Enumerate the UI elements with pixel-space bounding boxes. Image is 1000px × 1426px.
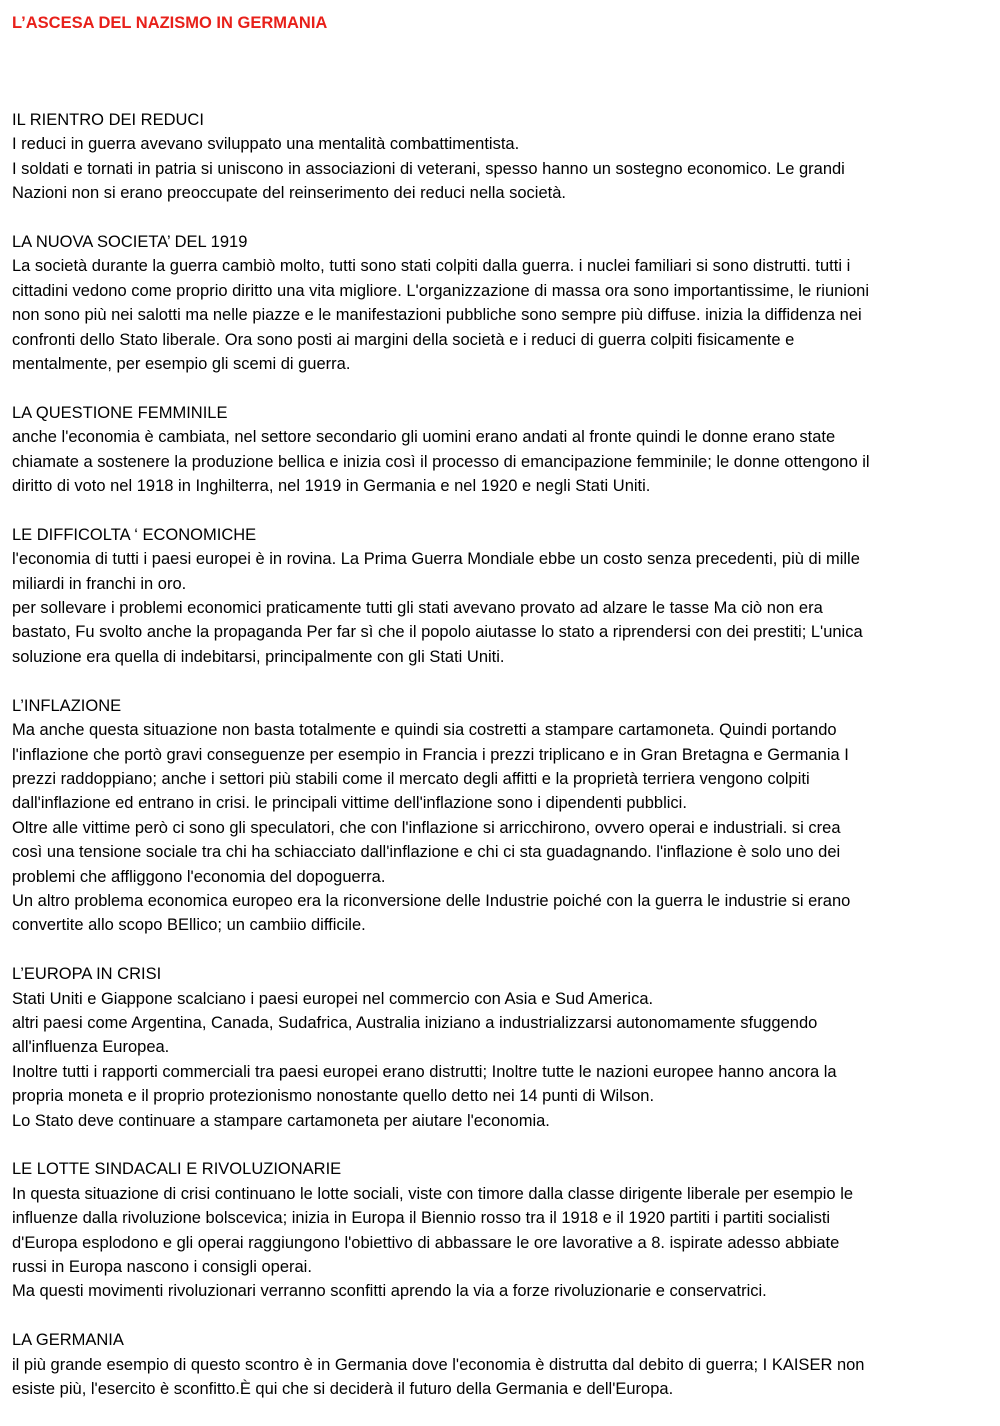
paragraph-line: dall'inflazione ed entrano in crisi. le principali vittime dell'inflazione sono i dipendenti pubblici. [12, 794, 687, 813]
paragraph-line: Inoltre tutti i rapporti commerciali tra paesi europei erano distrutti; Inoltre tutte le nazioni europee hanno ancora la [12, 1062, 837, 1081]
paragraph-line: Ma questi movimenti rivoluzionari verranno sconfitti aprendo la via a forze rivoluzionarie e conservatrici. [12, 1282, 767, 1301]
paragraph-line: Ma anche questa situazione non basta totalmente e quindi sia costretti a stampare cartamoneta. Quindi portando [12, 721, 837, 740]
section [12, 1328, 982, 1401]
section [12, 694, 982, 938]
paragraph-line: all'influenza Europea. [12, 1038, 170, 1057]
paragraph-line: l'inflazione che portò gravi conseguenze per esempio in Francia i prezzi triplicano e in Gran Bretagna e Germania I [12, 745, 849, 764]
section-heading: IL RIENTRO DEI REDUCI [12, 111, 204, 129]
paragraph-line: soluzione era quella di indebitarsi, principalmente con gli Stati Uniti. [12, 647, 505, 666]
paragraph-line: cittadini vedono come proprio diritto una vita migliore. L'organizzazione di massa ora sono importantissime, le riunioni [12, 281, 869, 300]
paragraph-line: così una tensione sociale tra chi ha schiacciato dall'inflazione e chi ci sta guadagnando. l'inflazione è solo uno dei [12, 843, 841, 862]
paragraph-line: Nazioni non si erano preoccupate del reinserimento dei reduci nella società. [12, 184, 566, 203]
document-title: L’ASCESA DEL NAZISMO IN GERMANIA [12, 14, 328, 32]
paragraph-line: esiste più, l'esercito è sconfitto.È qui che si deciderà il futuro della Germania e dell'Europa. [12, 1380, 674, 1399]
paragraph-line: non sono più nei salotti ma nelle piazze e le manifestazioni pubbliche sono sempre più diffuse. inizia la diffidenza nei [12, 306, 862, 325]
paragraph-line: per sollevare i problemi economici praticamente tutti gli stati avevano provato ad alzare le tasse Ma ciò non era [12, 599, 823, 618]
paragraph-line: influenze dalla rivoluzione bolscevica; inizia in Europa il Biennio rosso tra il 1918 e il 1920 partiti i partiti socialisti [12, 1209, 831, 1228]
paragraph-line: chiamate a sostenere la produzione bellica e inizia così il processo di emancipazione femminile; le donne ottengono il [12, 452, 870, 471]
section [12, 1157, 982, 1303]
section-heading: L’EUROPA IN CRISI [12, 965, 162, 984]
paragraph-line: Oltre alle vittime però ci sono gli speculatori, che con l'inflazione si arricchirono, ovvero operai e industriali. si crea [12, 818, 841, 837]
paragraph-line: I soldati e tornati in patria si uniscono in associazioni di veterani, spesso hanno un sostegno economico. Le grandi [12, 159, 845, 178]
paragraph-line: diritto di voto nel 1918 in Inghilterra, nel 1919 in Germania e nel 1920 e negli Stati Uniti. [12, 477, 651, 496]
section-heading: LE DIFFICOLTA ‘ ECONOMICHE [12, 525, 257, 544]
paragraph-line: russi in Europa nascono i consigli operai. [12, 1258, 312, 1276]
section-heading: LA NUOVA SOCIETA’ DEL 1919 [12, 233, 248, 252]
section-heading: L’INFLAZIONE [12, 696, 122, 715]
paragraph-line: prezzi raddoppiano; anche i settori più stabili come il mercato degli affitti e la proprietà terriera vengono colpiti [12, 769, 810, 788]
paragraph-line: il più grande esempio di questo scontro è in Germania dove l'economia è distrutta dal debito di guerra; I KAISER non [12, 1355, 865, 1374]
paragraph-line: Stati Uniti e Giappone scalciano i paesi europei nel commercio con Asia e Sud America. [12, 989, 654, 1008]
section [12, 523, 982, 669]
section-heading: LA GERMANIA [12, 1331, 124, 1350]
section-heading: LE LOTTE SINDACALI E RIVOLUZIONARIE [12, 1160, 342, 1179]
paragraph-line: problemi che affliggono l'economia del dopoguerra. [12, 867, 386, 886]
section [12, 230, 982, 376]
paragraph-line: l'economia di tutti i paesi europei è in rovina. La Prima Guerra Mondiale ebbe un costo senza precedenti, più di mille [12, 550, 860, 569]
paragraph-line: convertite allo scopo BEllico; un cambiio difficile. [12, 916, 366, 935]
paragraph-line: miliardi in franchi in oro. [12, 574, 187, 593]
section-heading: LA QUESTIONE FEMMINILE [12, 403, 228, 422]
paragraph-line: Un altro problema economica europeo era la riconversione delle Industrie poiché con la guerra le industrie si erano [12, 891, 851, 910]
document-body [12, 108, 982, 1426]
paragraph-line: I reduci in guerra avevano sviluppato una mentalità combattimentista. [12, 135, 520, 154]
paragraph-line: confronti dello Stato liberale. Ora sono posti ai margini della società e i reduci di guerra colpiti fisicamente e [12, 330, 795, 349]
paragraph-line: In questa situazione di crisi continuano le lotte sociali, viste con timore dalla classe dirigente liberale per esempio le [12, 1184, 854, 1203]
section [12, 108, 982, 206]
section [12, 401, 982, 499]
paragraph-line: bastato, Fu svolto anche la propaganda Per far sì che il popolo aiutasse lo stato a riprendersi con dei prestiti; L'unica [12, 623, 863, 642]
section [12, 962, 982, 1133]
paragraph-line: altri paesi come Argentina, Canada, Sudafrica, Australia iniziano a industrializzarsi autonomamente sfuggendo [12, 1013, 818, 1032]
paragraph-line: d'Europa esplodono e gli operai raggiungono l'obiettivo di abbassare le ore lavorative a 8. ispirate adesso abbiate [12, 1233, 840, 1252]
paragraph-line: anche l'economia è cambiata, nel settore secondario gli uomini erano andati al fronte quindi le donne erano state [12, 428, 836, 447]
paragraph-line: Lo Stato deve continuare a stampare cartamoneta per aiutare l'economia. [12, 1111, 550, 1130]
paragraph-line: mentalmente, per esempio gli scemi di guerra. [12, 355, 351, 374]
paragraph-line: propria moneta e il proprio protezionismo nonostante quello detto nei 14 punti di Wilson. [12, 1087, 655, 1106]
paragraph-line: La società durante la guerra cambiò molto, tutti sono stati colpiti dalla guerra. i nuclei familiari si sono distrutti. tutti i [12, 257, 851, 276]
